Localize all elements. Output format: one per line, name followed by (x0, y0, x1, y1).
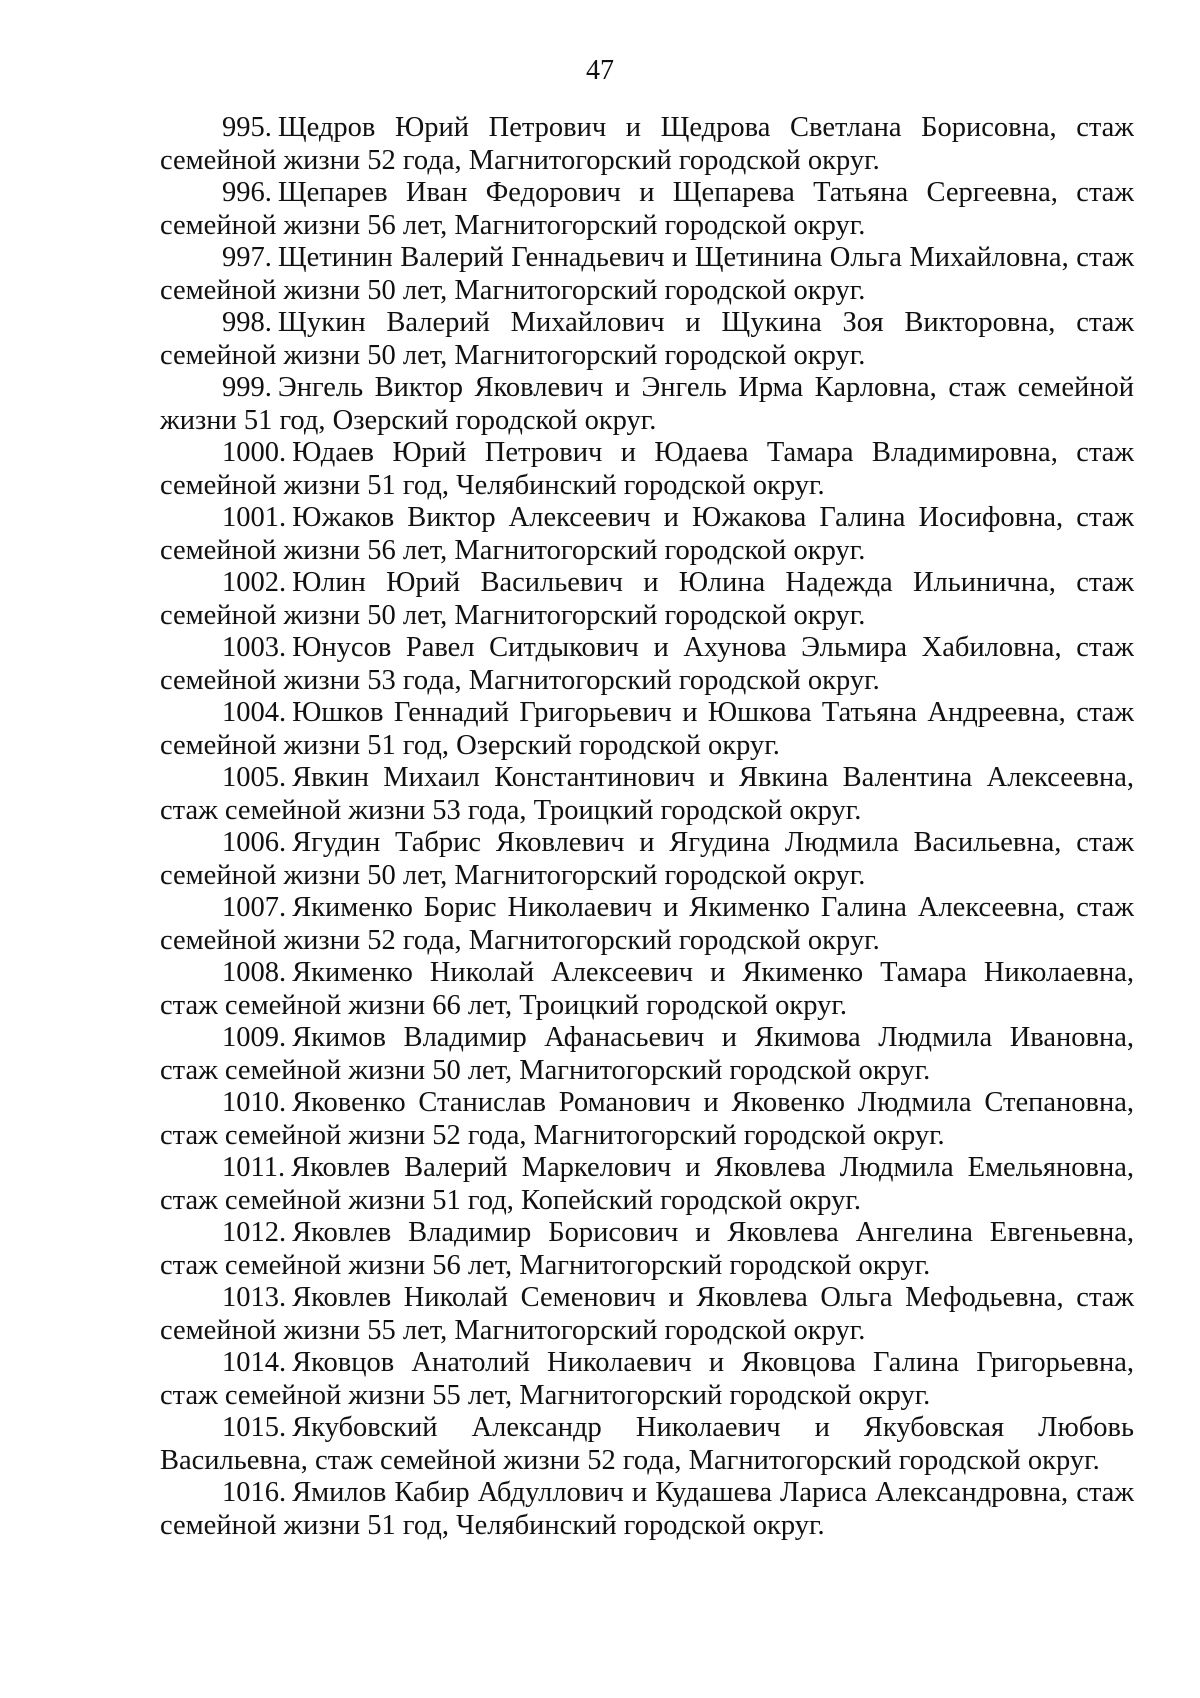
entry-text: Юдаев Юрий Петрович и Юдаева Тамара Владимировна, стаж семейной жизни 51 год, Челябинский городской округ. (160, 437, 1134, 501)
entry-number: 1000. (222, 437, 287, 468)
entry-number: 997. (222, 242, 272, 273)
entry-number: 1006. (222, 827, 287, 858)
entry-text: Яковенко Станислав Романович и Яковенко Людмила Степановна, стаж семейной жизни 52 года, Магнитогорский городской округ. (160, 1087, 1134, 1151)
entry-number: 1011. (222, 1152, 286, 1183)
entry-text: Яковлев Николай Семенович и Яковлева Ольга Мефодьевна, стаж семейной жизни 55 лет, Магнитогорский городской округ. (160, 1282, 1134, 1346)
list-item (160, 892, 1134, 957)
entry-text: Юлин Юрий Васильевич и Юлина Надежда Ильинична, стаж семейной жизни 50 лет, Магнитогорский городской округ. (160, 567, 1134, 631)
entry-number: 1005. (222, 762, 287, 793)
list-item (160, 697, 1134, 762)
entry-text: Якимов Владимир Афанасьевич и Якимова Людмила Ивановна, стаж семейной жизни 50 лет, Магнитогорский городской округ. (160, 1022, 1134, 1086)
list-item (160, 1412, 1134, 1477)
list-item (160, 1282, 1134, 1347)
list-item (160, 762, 1134, 827)
entry-number: 1012. (222, 1217, 287, 1248)
entry-number: 1008. (222, 957, 287, 988)
entry-text: Яковлев Валерий Маркелович и Яковлева Людмила Емельяновна, стаж семейной жизни 51 год, Копейский городской округ. (160, 1152, 1134, 1216)
entry-number: 1016. (222, 1477, 287, 1508)
entry-text: Якименко Николай Алексеевич и Якименко Тамара Николаевна, стаж семейной жизни 66 лет, Троицкий городской округ. (160, 957, 1134, 1021)
entry-text: Яковлев Владимир Борисович и Яковлева Ангелина Евгеньевна, стаж семейной жизни 56 лет, Магнитогорский городской округ. (160, 1217, 1134, 1281)
list-item (160, 957, 1134, 1022)
entry-number: 998. (222, 307, 272, 338)
entry-text: Юнусов Равел Ситдыкович и Ахунова Эльмира Хабиловна, стаж семейной жизни 53 года, Магнитогорский городской округ. (160, 632, 1134, 696)
list-item (160, 502, 1134, 567)
page-number: 47 (586, 55, 614, 86)
entry-text: Юшков Геннадий Григорьевич и Юшкова Татьяна Андреевна, стаж семейной жизни 51 год, Озерский городской округ. (160, 697, 1134, 761)
list-item (160, 437, 1134, 502)
entry-text: Энгель Виктор Яковлевич и Энгель Ирма Карловна, стаж семейной жизни 51 год, Озерский городской округ. (160, 372, 1134, 436)
entry-number: 1001. (222, 502, 287, 533)
entry-number: 1002. (222, 567, 287, 598)
entry-text: Южаков Виктор Алексеевич и Южакова Галина Иосифовна, стаж семейной жизни 56 лет, Магнитогорский городской округ. (160, 502, 1134, 566)
list-item (160, 1347, 1134, 1412)
entry-number: 996. (222, 177, 272, 208)
entry-text: Щетинин Валерий Геннадьевич и Щетинина Ольга Михайловна, стаж семейной жизни 50 лет, Магнитогорский городской округ. (160, 242, 1134, 306)
list-item (160, 1217, 1134, 1282)
entry-text: Ямилов Кабир Абдуллович и Кудашева Лариса Александровна, стаж семейной жизни 51 год, Челябинский городской округ. (160, 1477, 1134, 1541)
list-item (160, 1152, 1134, 1217)
list-item (160, 1022, 1134, 1087)
list-item (160, 372, 1134, 437)
list-item (160, 242, 1134, 307)
entry-text: Яковцов Анатолий Николаевич и Яковцова Галина Григорьевна, стаж семейной жизни 55 лет, Магнитогорский городской округ. (160, 1347, 1134, 1411)
list-item (160, 827, 1134, 892)
entry-number: 1010. (222, 1087, 287, 1118)
list-item (160, 1477, 1134, 1542)
entry-number: 1003. (222, 632, 287, 663)
entry-number: 1004. (222, 697, 287, 728)
entry-number: 1009. (222, 1022, 287, 1053)
entry-number: 1013. (222, 1282, 287, 1313)
entry-text: Щепарев Иван Федорович и Щепарева Татьяна Сергеевна, стаж семейной жизни 56 лет, Магнитогорский городской округ. (160, 177, 1134, 241)
list-item (160, 567, 1134, 632)
entries-list (160, 112, 1134, 1542)
entry-number: 999. (222, 372, 272, 403)
list-item (160, 177, 1134, 242)
entry-text: Якубовский Александр Николаевич и Якубовская Любовь Васильевна, стаж семейной жизни 52 года, Магнитогорский городской округ. (160, 1412, 1134, 1476)
entry-number: 1015. (222, 1412, 287, 1443)
list-item (160, 1087, 1134, 1152)
entry-text: Явкин Михаил Константинович и Явкина Валентина Алексеевна, стаж семейной жизни 53 года, Троицкий городской округ. (160, 762, 1134, 826)
entry-text: Якименко Борис Николаевич и Якименко Галина Алексеевна, стаж семейной жизни 52 года, Магнитогорский городской округ. (160, 892, 1134, 956)
entry-text: Ягудин Табрис Яковлевич и Ягудина Людмила Васильевна, стаж семейной жизни 50 лет, Магнитогорский городской округ. (160, 827, 1134, 891)
list-item (160, 632, 1134, 697)
list-item (160, 112, 1134, 177)
entry-text: Щукин Валерий Михайлович и Щукина Зоя Викторовна, стаж семейной жизни 50 лет, Магнитогорский городской округ. (160, 307, 1134, 371)
entry-number: 995. (222, 112, 272, 143)
entry-number: 1007. (222, 892, 287, 923)
entry-text: Щедров Юрий Петрович и Щедрова Светлана Борисовна, стаж семейной жизни 52 года, Магнитогорский городской округ. (160, 112, 1134, 176)
entry-number: 1014. (222, 1347, 287, 1378)
list-item (160, 307, 1134, 372)
